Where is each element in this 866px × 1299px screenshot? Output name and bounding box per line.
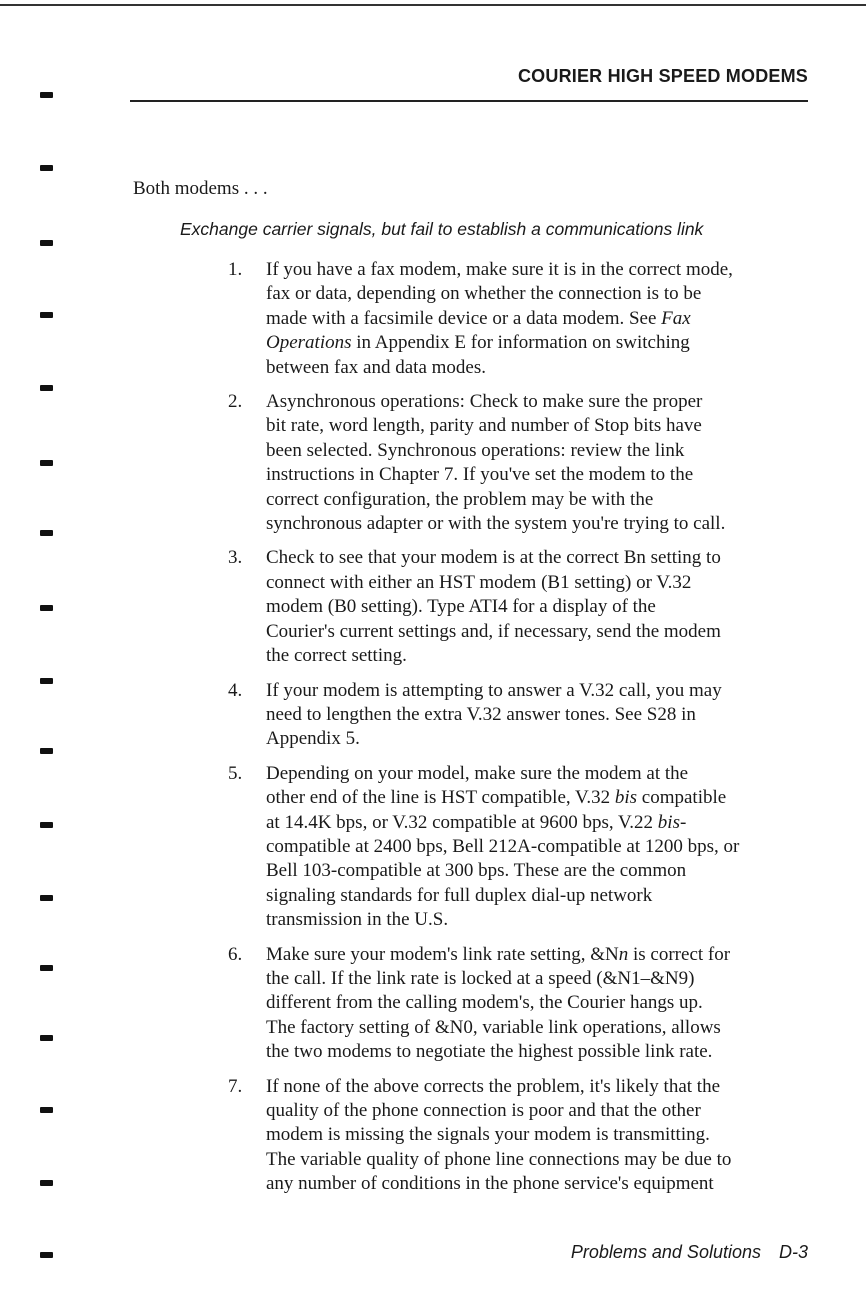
text-line <box>266 1172 828 1196</box>
text-line <box>266 762 828 786</box>
text-line <box>266 727 828 751</box>
text-run: any number of conditions in the phone service's equipment <box>266 1173 714 1195</box>
text-line <box>266 835 828 859</box>
text-run: modem is missing the signals your modem is transmitting. <box>266 1124 710 1146</box>
text-line <box>266 943 828 967</box>
margin-mark <box>40 1035 53 1041</box>
text-run: Courier's current settings and, if necessary, send the modem <box>266 620 721 642</box>
item-number: 5. <box>228 762 243 784</box>
text-line <box>266 546 828 570</box>
item-text <box>266 679 828 752</box>
text-run: Check to see that your modem is at the correct Bn setting to <box>266 547 721 569</box>
margin-mark <box>40 165 53 171</box>
margin-mark <box>40 1107 53 1113</box>
list-item <box>228 1075 828 1197</box>
list-item <box>228 679 828 752</box>
text-run: Make sure your modem's link rate setting, &N <box>266 943 619 965</box>
margin-mark <box>40 92 53 98</box>
italic-text: bis- <box>657 811 687 833</box>
text-run: instructions in Chapter 7. If you've set the modem to the <box>266 464 694 486</box>
text-line <box>266 620 828 644</box>
text-run: need to lengthen the extra V.32 answer tones. See S28 in <box>266 703 696 725</box>
italic-text: Fax <box>661 307 691 329</box>
item-text <box>266 1075 828 1197</box>
text-run: Appendix 5. <box>266 728 360 750</box>
text-line <box>266 644 828 668</box>
margin-mark <box>40 240 53 246</box>
margin-mark <box>40 965 53 971</box>
header-rule <box>130 100 808 102</box>
margin-mark <box>40 605 53 611</box>
item-text <box>266 390 828 536</box>
text-run: in Appendix E for information on switching <box>351 332 690 354</box>
text-line <box>266 811 828 835</box>
text-run: other end of the line is HST compatible, V.32 <box>266 787 615 809</box>
italic-text: bis <box>614 787 638 809</box>
text-run: If none of the above corrects the problem, it's likely that the <box>266 1075 720 1097</box>
text-line <box>266 859 828 883</box>
margin-mark <box>40 385 53 391</box>
list-item <box>228 762 828 933</box>
item-number: 4. <box>228 679 243 701</box>
text-run: between fax and data modes. <box>266 356 486 378</box>
text-run: Depending on your model, make sure the modem at the <box>266 762 689 784</box>
text-line <box>266 884 828 908</box>
text-line <box>266 258 828 282</box>
text-run: is correct for <box>628 943 731 965</box>
text-line <box>266 307 828 331</box>
text-line <box>266 571 828 595</box>
text-run: compatible at 2400 bps, Bell 212A-compatible at 1200 bps, or <box>266 835 740 857</box>
text-line <box>266 1016 828 1040</box>
margin-mark <box>40 312 53 318</box>
text-run: the two modems to negotiate the highest possible link rate. <box>266 1041 713 1063</box>
item-number: 3. <box>228 547 243 569</box>
margin-mark <box>40 530 53 536</box>
text-line <box>266 1123 828 1147</box>
text-run: compatible <box>637 787 727 809</box>
item-text <box>266 258 828 380</box>
text-line <box>266 282 828 306</box>
text-line <box>266 356 828 380</box>
text-run: correct configuration, the problem may be with the <box>266 488 654 510</box>
item-number: 1. <box>228 259 243 280</box>
running-footer <box>571 1242 808 1263</box>
text-line <box>266 679 828 703</box>
item-text <box>266 943 828 1065</box>
text-run: The factory setting of &N0, variable link operations, allows <box>266 1016 721 1038</box>
text-line <box>266 1040 828 1064</box>
text-line <box>266 439 828 463</box>
text-line <box>266 390 828 414</box>
footer-section: Problems and Solutions <box>570 1242 761 1262</box>
text-run: made with a facsimile device or a data modem. See <box>266 307 662 329</box>
margin-mark <box>40 1252 53 1258</box>
text-line <box>266 967 828 991</box>
text-run: Asynchronous operations: Check to make sure the proper <box>266 391 703 413</box>
margin-mark <box>40 748 53 754</box>
text-run: transmission in the U.S. <box>266 909 449 931</box>
text-run: If your modem is attempting to answer a V.32 call, you may <box>266 679 722 701</box>
list-item <box>228 943 828 1065</box>
list-item <box>228 546 828 668</box>
text-run: The variable quality of phone line connections may be due to <box>266 1148 732 1170</box>
text-line <box>266 512 828 536</box>
text-line <box>266 488 828 512</box>
scan-top-edge <box>0 4 866 6</box>
margin-mark <box>40 678 53 684</box>
margin-mark <box>40 460 53 466</box>
text-line <box>266 908 828 932</box>
text-run: different from the calling modem's, the Courier hangs up. <box>266 992 703 1014</box>
subheading: Exchange carrier signals, but fail to establish a communications link <box>180 219 704 239</box>
list-item <box>228 390 828 536</box>
item-text <box>266 546 828 668</box>
text-run: bit rate, word length, parity and number of Stop bits have <box>266 415 702 437</box>
text-line <box>266 703 828 727</box>
text-run: been selected. Synchronous operations: review the link <box>266 439 685 461</box>
text-run: the correct setting. <box>266 645 407 667</box>
text-line <box>266 1075 828 1099</box>
margin-mark <box>40 1180 53 1186</box>
text-run: modem (B0 setting). Type ATI4 for a display of the <box>266 596 656 618</box>
italic-text: Operations <box>266 332 352 354</box>
page-number: D-3 <box>778 1242 808 1262</box>
item-text <box>266 762 828 933</box>
text-run: Bell 103-compatible at 300 bps. These are the common <box>266 860 687 882</box>
text-line <box>266 463 828 487</box>
text-line <box>266 331 828 355</box>
text-run: synchronous adapter or with the system you're trying to call. <box>266 513 726 535</box>
intro-text: Both modems . . . <box>133 178 268 199</box>
text-line <box>266 1099 828 1123</box>
text-run: fax or data, depending on whether the connection is to be <box>266 283 702 305</box>
numbered-list <box>228 258 828 1207</box>
text-run: quality of the phone connection is poor and that the other <box>266 1100 701 1121</box>
text-run: signaling standards for full duplex dial-up network <box>266 884 653 906</box>
list-item <box>228 258 828 380</box>
text-line <box>266 786 828 810</box>
running-header: COURIER HIGH SPEED MODEMS <box>517 66 808 86</box>
item-number: 2. <box>228 391 243 413</box>
text-line <box>266 991 828 1015</box>
item-number: 6. <box>228 943 243 965</box>
text-line <box>266 1148 828 1172</box>
text-line <box>266 595 828 619</box>
text-run: If you have a fax modem, make sure it is in the correct mode, <box>266 259 733 280</box>
text-line <box>266 414 828 438</box>
text-run: connect with either an HST modem (B1 setting) or V.32 <box>266 571 692 593</box>
text-run: at 14.4K bps, or V.32 compatible at 9600 bps, V.22 <box>266 811 658 833</box>
italic-text: n <box>618 943 629 965</box>
margin-mark <box>40 822 53 828</box>
text-run: the call. If the link rate is locked at a speed (&N1–&N9) <box>266 967 695 989</box>
item-number: 7. <box>228 1075 243 1097</box>
margin-mark <box>40 895 53 901</box>
